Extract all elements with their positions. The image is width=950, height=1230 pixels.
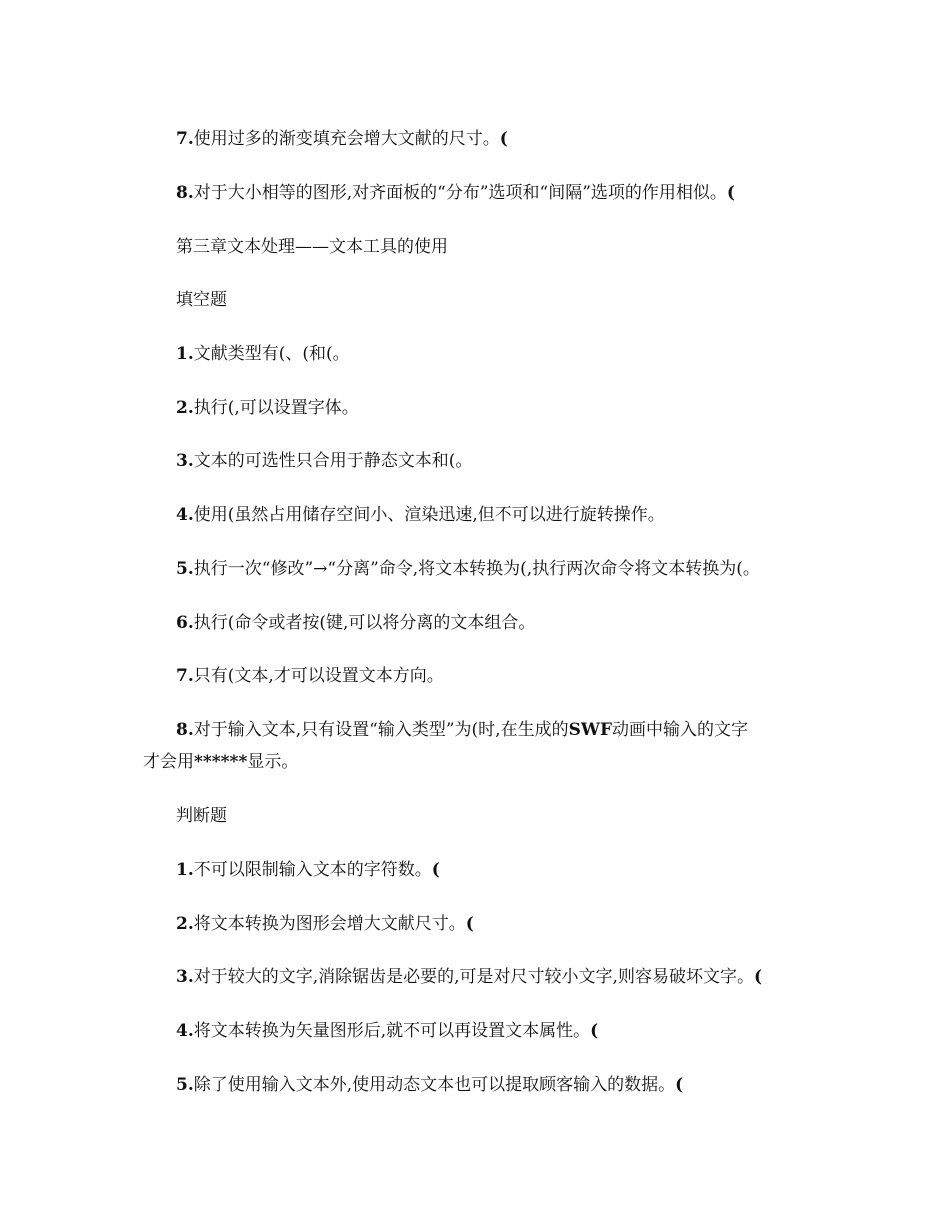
item-text: 文本的可选性只合用于静态文本和(。: [193, 451, 473, 471]
item-number: 4.: [176, 1021, 194, 1041]
item-number: 5.: [176, 559, 194, 579]
item-number: 8.: [176, 183, 194, 203]
item-text: 执行一次“修改”→“分离”命令,将文本转换为(,执行两次命令将文本转换为(。: [193, 559, 760, 579]
item-text: 不可以限制输入文本的字符数。: [193, 860, 432, 880]
fill-blank-item-7: [176, 664, 444, 688]
true-false-item-1: [176, 858, 440, 882]
fill-blank-item-1: [176, 342, 350, 366]
item-text: 才会用: [143, 752, 194, 772]
item-text: 文献类型有(、(和(。: [193, 344, 350, 364]
fill-blank-item-3: [176, 449, 472, 473]
prev-item-8: [176, 181, 735, 205]
fill-blank-item-8: [176, 718, 748, 742]
fill-blank-item-5: [176, 557, 760, 581]
true-false-heading: 判断题: [176, 806, 227, 826]
true-false-item-3: [176, 965, 762, 989]
prev-item-7: [176, 127, 508, 151]
item-text-bold: ******: [194, 752, 248, 772]
item-text-bold: SWF: [568, 720, 613, 740]
fill-blank-item-6: [176, 611, 535, 635]
item-text: 使用过多的渐变填充会增大文献的尺寸。: [193, 129, 500, 149]
item-text: 使用(虽然占用储存空间小、渲染迅速,但不可以进行旋转操作。: [193, 505, 665, 525]
item-bracket: (: [499, 129, 508, 149]
item-text: 只有(文本,才可以设置文本方向。: [193, 666, 444, 686]
fill-blank-heading: 填空题: [176, 290, 227, 310]
item-text: 除了使用输入文本外,使用动态文本也可以提取顾客输入的数据。: [193, 1075, 676, 1095]
item-text: 将文本转换为图形会增大文献尺寸。: [193, 914, 466, 934]
true-false-item-2: [176, 912, 474, 936]
true-false-item-5: [176, 1073, 683, 1097]
item-number: 1.: [176, 860, 194, 880]
fill-blank-item-4: [176, 503, 665, 527]
item-bracket: (: [675, 1075, 684, 1095]
fill-blank-item-2: [176, 396, 359, 420]
item-text: 对于大小相等的图形,对齐面板的“分布”选项和“间隔”选项的作用相似。: [193, 183, 727, 203]
true-false-item-4: [176, 1019, 598, 1043]
item-bracket: (: [465, 914, 474, 934]
item-number: 2.: [176, 398, 194, 418]
item-number: 1.: [176, 344, 194, 364]
item-number: 6.: [176, 613, 194, 633]
item-number: 3.: [176, 451, 194, 471]
item-bracket: (: [726, 183, 735, 203]
item-number: 5.: [176, 1075, 194, 1095]
item-number: 4.: [176, 505, 194, 525]
item-number: 8.: [176, 720, 194, 740]
item-number: 3.: [176, 967, 194, 987]
item-text: 对于输入文本,只有设置“输入类型”为(时,在生成的: [193, 720, 569, 740]
item-bracket: (: [431, 860, 440, 880]
fill-blank-item-8-continued: [143, 750, 298, 774]
item-text: 动画中输入的文字: [612, 720, 749, 740]
item-text: 执行(命令或者按(键,可以将分离的文本组合。: [193, 613, 536, 633]
item-bracket: (: [590, 1021, 599, 1041]
item-text: 显示。: [247, 752, 299, 772]
item-text: 将文本转换为矢量图形后,就不可以再设置文本属性。: [193, 1021, 591, 1041]
chapter-title: 第三章文本处理——文本工具的使用: [176, 237, 448, 257]
item-bracket: (: [753, 967, 763, 987]
item-number: 2.: [176, 914, 194, 934]
item-text: 执行(,可以设置字体。: [193, 398, 359, 418]
item-number: 7.: [176, 129, 194, 149]
item-number: 7.: [176, 666, 194, 686]
item-text: 对于较大的文字,消除锯齿是必要的,可是对尺寸较小文字,则容易破坏文字。: [193, 967, 754, 987]
